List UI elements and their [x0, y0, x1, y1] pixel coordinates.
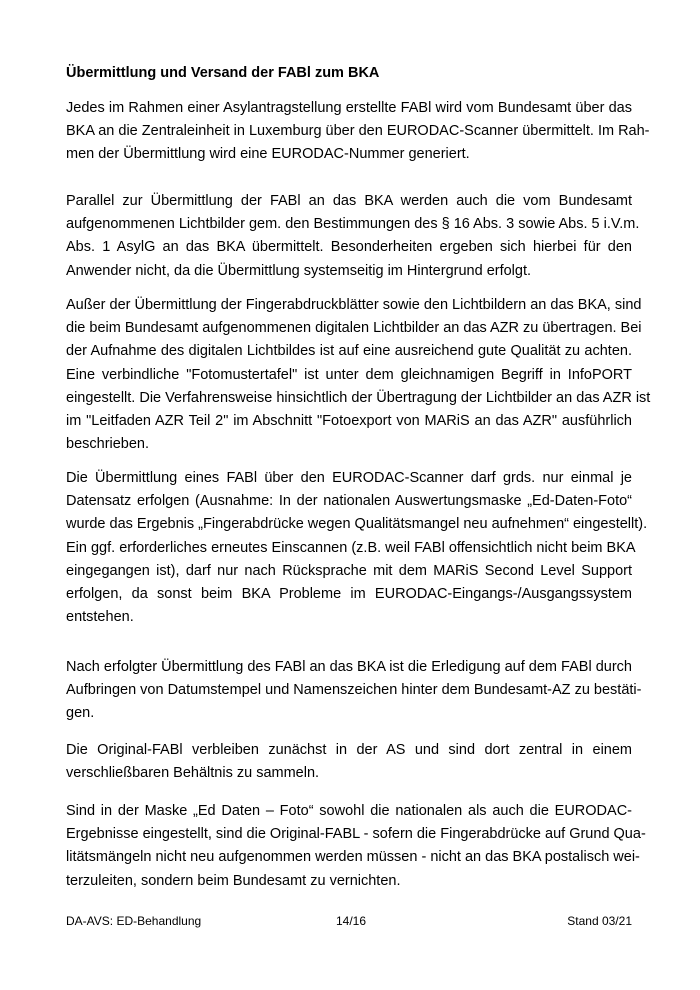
text-line: Aufbringen von Datumstempel und Namenszeichen hinter dem Bundesamt-AZ zu bestäti-	[66, 682, 642, 699]
text-line: Anwender nicht, da die Übermittlung systemseitig im Hintergrund erfolgt.	[66, 262, 532, 279]
paragraph-1	[66, 97, 650, 167]
paragraph-5	[66, 656, 642, 726]
text-line: terzuleiten, sondern beim Bundesamt zu vernichten.	[66, 872, 401, 889]
text-line: Außer der Übermittlung der Fingerabdruckblätter sowie den Lichtbildern an das BKA, sind	[66, 297, 642, 313]
text-line: Parallel zur Übermittlung der FABl an das BKA werden auch die vom Bundesamt	[66, 193, 632, 209]
text-line: Ergebnisse eingestellt, sind die Original-FABL - sofern die Fingerabdrücke auf Grund Qua-	[66, 826, 646, 843]
text-line: Abs. 1 AsylG an das BKA übermittelt. Besonderheiten ergeben sich hierbei für den	[66, 239, 632, 256]
text-line: die beim Bundesamt aufgenommenen digitalen Lichtbilder an das AZR zu übertragen. Bei	[66, 320, 642, 337]
paragraph-7	[66, 800, 646, 893]
text-line: wurde das Ergebnis „Fingerabdrücke wegen Qualitätsmangel neu aufnehmen“ eingestellt).	[66, 516, 648, 533]
text-line: Nach erfolgter Übermittlung des FABl an das BKA ist die Erledigung auf dem FABl durch	[66, 659, 632, 675]
paragraph-6	[66, 739, 632, 785]
text-line: Sind in der Maske „Ed Daten – Foto“ sowohl die nationalen als auch die EURODAC-	[66, 803, 632, 819]
text-line: eingestellt. Die Verfahrensweise hinsichtlich der Übertragung der Lichtbilder an das AZR ist	[66, 389, 651, 406]
footer-status-date: Stand 03/21	[567, 914, 632, 928]
footer-page-number: 14/16	[336, 914, 367, 928]
text-line: Datensatz erfolgen (Ausnahme: In der nationalen Auswertungsmaske „Ed-Daten-Foto“	[66, 493, 632, 510]
text-line: men der Übermittlung wird eine EURODAC-Nummer generiert.	[66, 146, 470, 163]
text-line: Die Original-FABl verbleiben zunächst in der AS und sind dort zentral in einem	[66, 742, 632, 758]
text-line: aufgenommenen Lichtbilder gem. den Bestimmungen des § 16 Abs. 3 sowie Abs. 5 i.V.m.	[66, 216, 640, 233]
text-line: Die Übermittlung eines FABl über den EURODAC-Scanner darf grds. nur einmal je	[66, 470, 632, 486]
section-heading: Übermittlung und Versand der FABl zum BKA	[66, 65, 380, 81]
text-line: entstehen.	[66, 609, 134, 626]
text-line: eingegangen ist), darf nur nach Rücksprache mit dem MARiS Second Level Support	[66, 562, 632, 579]
text-line: beschrieben.	[66, 436, 150, 453]
text-line: erfolgen, da sonst beim BKA Probleme im EURODAC-Eingangs-/Ausgangssystem	[66, 585, 632, 602]
paragraph-4	[66, 467, 648, 629]
text-line: gen.	[66, 705, 95, 722]
text-line: litätsmängeln nicht neu aufgenommen werden müssen - nicht an das BKA postalisch wei-	[66, 849, 640, 866]
text-line: verschließbaren Behältnis zu sammeln.	[66, 765, 320, 782]
text-line: Jedes im Rahmen einer Asylantragstellung erstellte FABl wird vom Bundesamt über das	[66, 100, 632, 116]
text-line: der Aufnahme des digitalen Lichtbildes ist auf eine ausreichend gute Qualität zu achten.	[66, 343, 632, 360]
paragraph-3	[66, 294, 651, 456]
paragraph-2	[66, 190, 640, 283]
footer-document-id: DA-AVS: ED-Behandlung	[66, 914, 202, 928]
text-line: BKA an die Zentraleinheit in Luxemburg über den EURODAC-Scanner übermittelt. Im Rah-	[66, 123, 650, 140]
text-line: im "Leitfaden AZR Teil 2" im Abschnitt "Fotoexport von MARiS an das AZR" ausführlich	[66, 412, 632, 429]
text-line: Ein ggf. erforderliches erneutes Einscannen (z.B. weil FABl offensichtlich nicht beim BKA	[66, 539, 636, 556]
text-line: Eine verbindliche "Fotomustertafel" ist unter dem gleichnamigen Begriff in InfoPORT	[66, 366, 632, 383]
